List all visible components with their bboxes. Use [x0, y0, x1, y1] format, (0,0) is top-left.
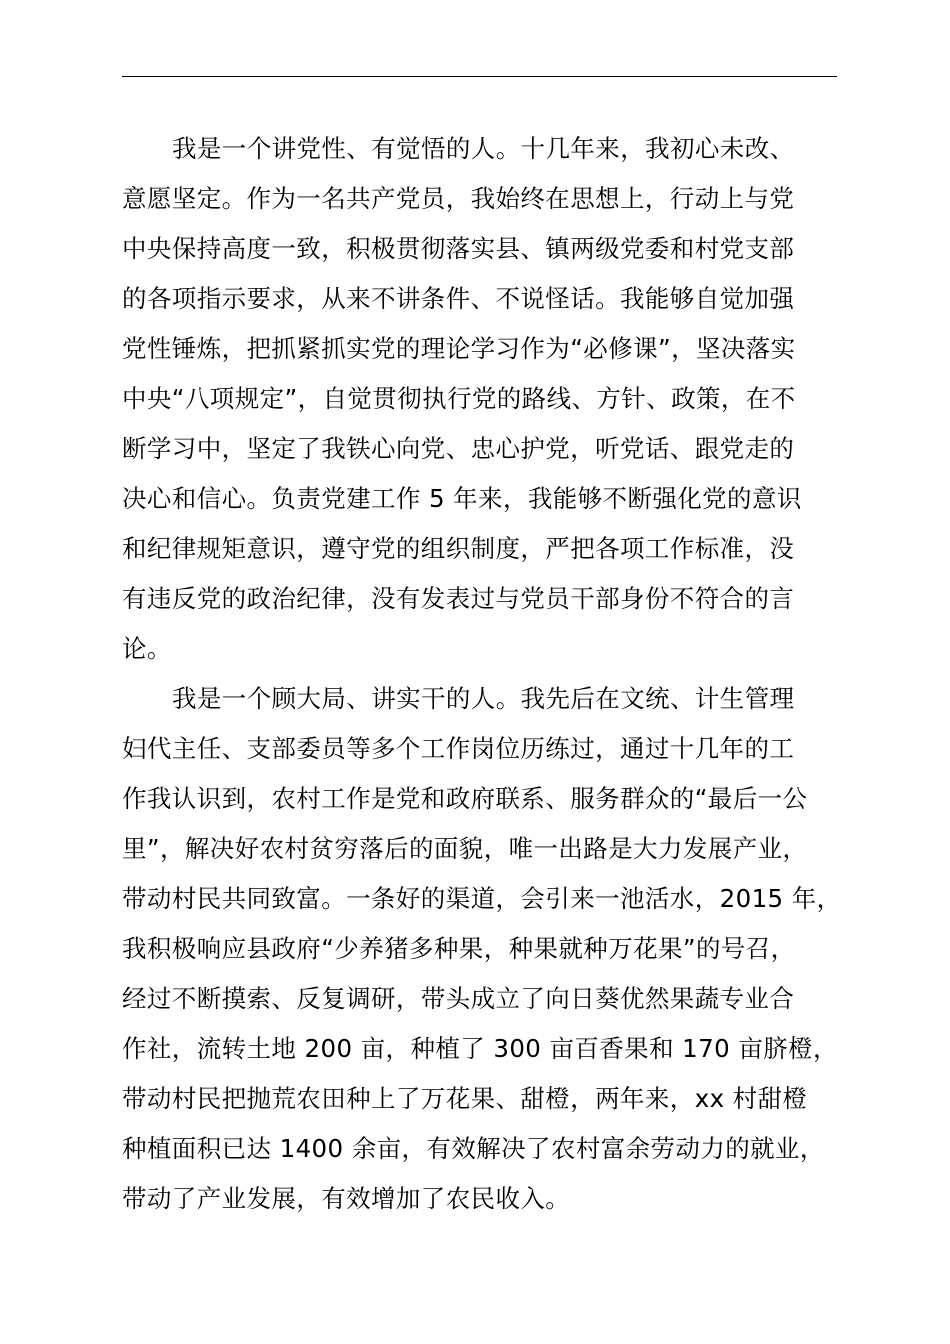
paragraph-line: 论。: [122, 634, 172, 663]
paragraph-line: 我积极响应县政府“少养猪多种果，种果就种万花果”的号召，: [122, 934, 796, 963]
paragraph-line: 中央保持高度一致，积极贯彻落实县、镇两级党委和村党支部: [122, 234, 795, 263]
paragraph-line: 和纪律规矩意识，遵守党的组织制度，严把各项工作标准，没: [122, 534, 795, 563]
paragraph-line: 我是一个顾大局、讲实干的人。我先后在文统、计生管理: [172, 684, 795, 713]
header-rule: [122, 76, 837, 77]
paragraph-line: 有违反党的政治纪律，没有发表过与党员干部身份不符合的言: [122, 584, 795, 613]
paragraph-line: 党性锤炼，把抓紧抓实党的理论学习作为“必修课”，坚决落实: [122, 334, 796, 363]
paragraph-line: 里”，解决好农村贫穷落后的面貌，唯一出路是大力发展产业，: [122, 834, 808, 863]
paragraph-line: 断学习中，坚定了我铁心向党、忠心护党，听党话、跟党走的: [122, 434, 795, 463]
paragraph-practical-work: [122, 674, 842, 1224]
paragraph-line: 带动村民把抛荒农田种上了万花果、甜橙，两年来，xx 村甜橙: [122, 1084, 808, 1113]
paragraph-party-spirit: [122, 124, 837, 674]
paragraph-line: 带动村民共同致富。一条好的渠道，会引来一池活水，2015 年，: [122, 884, 842, 913]
paragraph-line: 作我认识到，农村工作是党和政府联系、服务群众的“最后一公: [122, 784, 808, 813]
paragraph-line: 作社，流转土地 200 亩，种植了 300 亩百香果和 170 亩脐橙，: [122, 1034, 838, 1063]
paragraph-line: 种植面积已达 1400 余亩，有效解决了农村富余劳动力的就业，: [122, 1134, 825, 1163]
paragraph-line: 决心和信心。负责党建工作 5 年来，我能够不断强化党的意识: [122, 484, 802, 513]
paragraph-line: 意愿坚定。作为一名共产党员，我始终在思想上，行动上与党: [122, 184, 795, 213]
paragraph-line: 中央“八项规定”，自觉贯彻执行党的路线、方针、政策，在不: [122, 384, 796, 413]
paragraph-line: 我是一个讲党性、有觉悟的人。十几年来，我初心未改、: [172, 134, 795, 163]
paragraph-line: 妇代主任、支部委员等多个工作岗位历练过，通过十几年的工: [122, 734, 795, 763]
paragraph-line: 带动了产业发展，有效增加了农民收入。: [122, 1184, 571, 1213]
paragraph-line: 的各项指示要求，从来不讲条件、不说怪话。我能够自觉加强: [122, 284, 795, 313]
document-body: [122, 124, 842, 1224]
paragraph-line: 经过不断摸索、反复调研，带头成立了向日葵优然果蔬专业合: [122, 984, 795, 1013]
